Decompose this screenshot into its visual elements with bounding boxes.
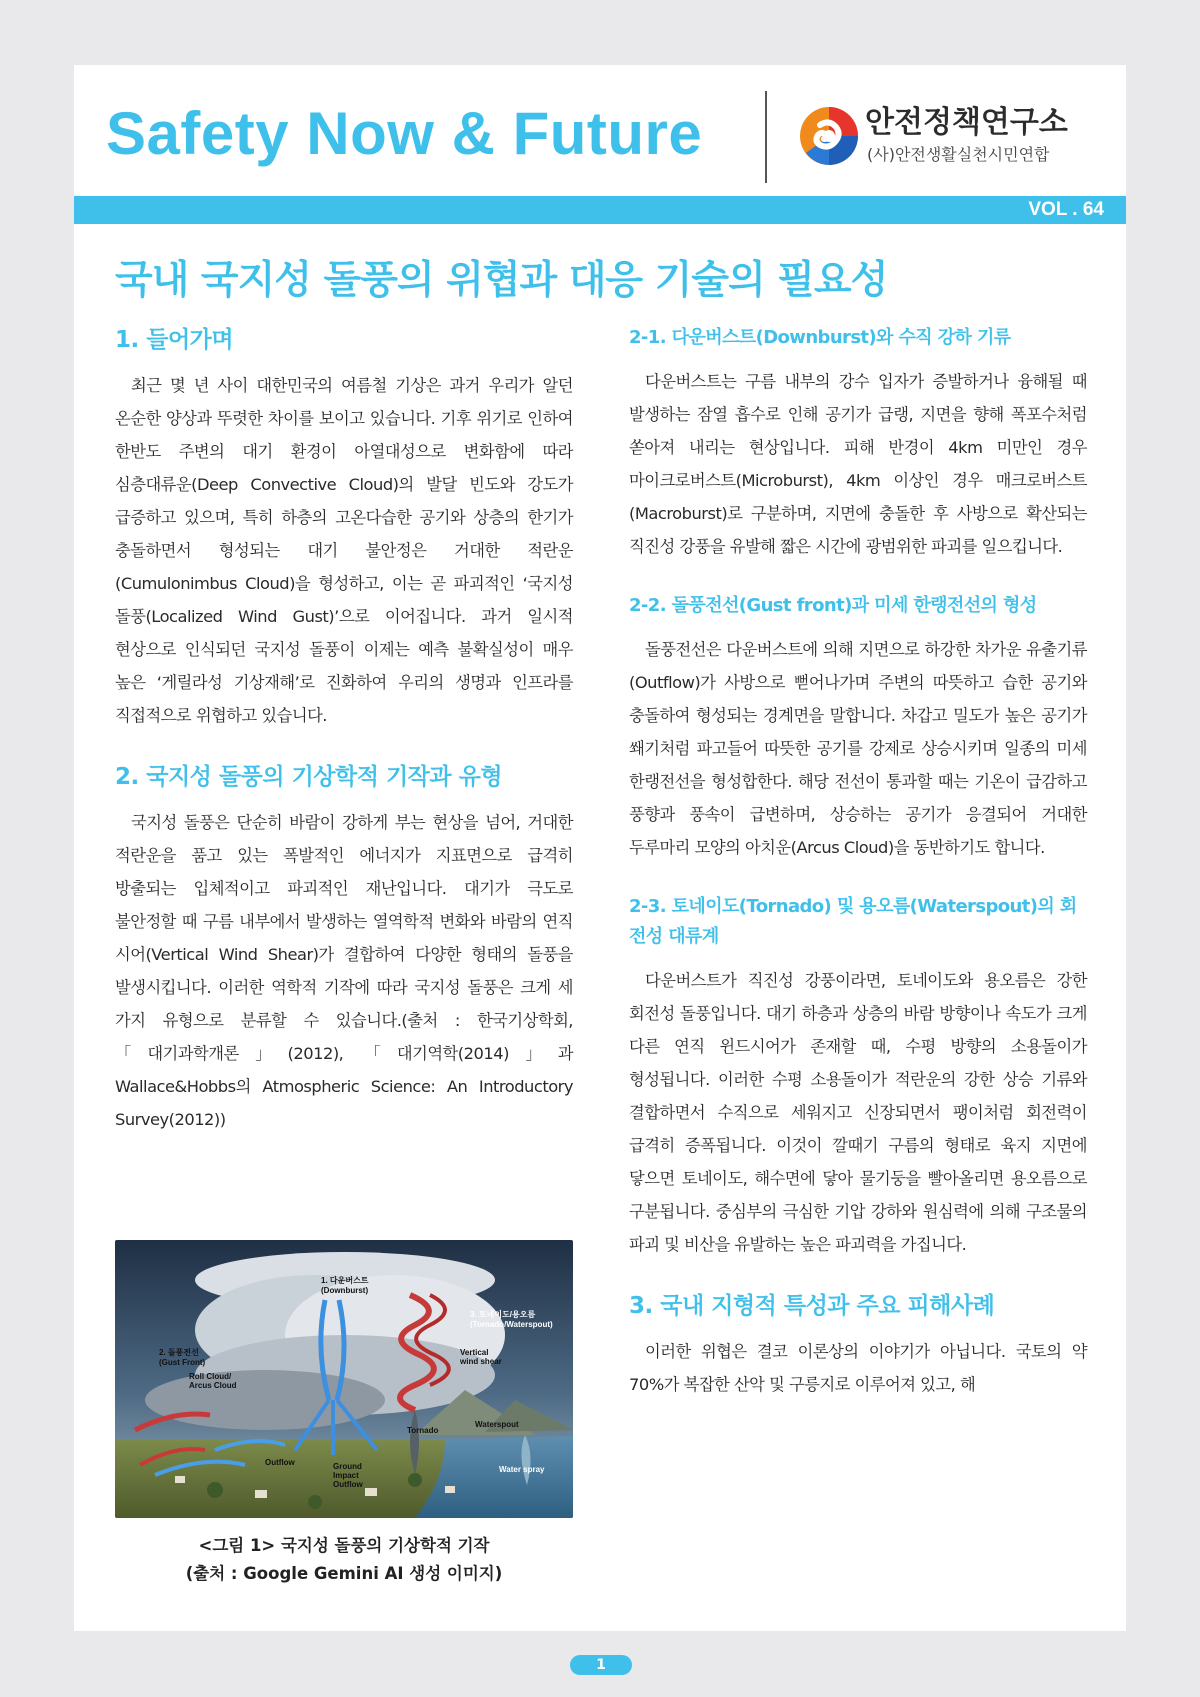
section-2-heading: 2. 국지성 돌풍의 기상학적 기작과 유형	[115, 764, 503, 790]
figure-label-outflow: Outflow	[265, 1458, 295, 1467]
header-accent-bar	[74, 196, 1126, 224]
section-1-heading: 1. 들어가며	[115, 327, 234, 353]
section-3-heading: 3. 국내 지형적 특성과 주요 피해사례	[629, 1293, 995, 1319]
figure-label-downburst: 1. 다운버스트	[321, 1276, 369, 1285]
figure-label-outflow-2: Outflow	[333, 1480, 363, 1489]
section-2-3-body: 다운버스트가 직진성 강풍이라면, 토네이도와 용오름은 강한 회전성 돌풍입니다. 대기 하층과 상층의 바람 방향이나 속도가 크게 다른 연직 윈드시어가 존재할 때, 수평 방향의 소용돌이가 형성됩니다. 이러한 수평 소용돌이가 적란운의 강한 상승 기류와 결합하면서 수직으로 세워지고 신장되면서 팽이처럼 회전력이 급격히 증폭됩니다. 이것이 깔때기 구름의 형태로 육지 지면에 닿으면 토네이도, 해수면에 닿아 물기둥을 빨아올리면 용오름으로 구분됩니다. 중심부의 극심한 기압 강하와 원심력에 의해 구조물의 파괴 및 비산을 유발하는 높은 파괴력을 가집니다.	[629, 971, 1087, 1254]
newsletter-title: Safety Now & Future	[106, 100, 703, 167]
figure-label-gust-front: 2. 돌풍전선	[159, 1348, 199, 1357]
section-2-1-heading: 2-1. 다운버스트(Downburst)와 수직 강하 기류	[629, 327, 1011, 348]
figure-label-arcus-cloud: Arcus Cloud	[189, 1381, 237, 1390]
figure-label-ground: Ground	[333, 1462, 362, 1471]
section-1-body: 최근 몇 년 사이 대한민국의 여름철 기상은 과거 우리가 알던 온순한 양상과 뚜렷한 차이를 보이고 있습니다. 기후 위기로 인하여 한반도 주변의 대기 환경이 아열대성으로 변화함에 따라 심층대류운(Deep Convective Cloud)의 발달 빈도와 강도가 급증하고 있으며, 특히 하층의 고온다습한 공기와 상층의 한기가 충돌하면서 형성되는 대기 불안정은 거대한 적란운(Cumulonimbus Cloud)을 형성하고, 이는 곧 파괴적인 ‘국지성 돌풍(Localized Wind Gust)’으로 이어집니다. 과거 일시적 현상으로 인식되던 국지성 돌풍이 이제는 예측 불확실성이 매우 높은 ‘게릴라성 기상재해’로 진화하여 우리의 생명과 인프라를 직접적으로 위협하고 있습니다.	[115, 376, 573, 725]
figure-label-tornado: Tornado	[407, 1426, 439, 1435]
figure-label-gust-front-en: (Gust Front)	[159, 1358, 206, 1367]
org-name: 안전정책연구소	[865, 105, 1068, 140]
newsletter-header	[74, 65, 1126, 196]
figure-label-tornado-waterspout-en: (Tornado/Waterspout)	[470, 1320, 553, 1329]
article-title: 국내 국지성 돌풍의 위협과 대응 기술의 필요성	[115, 258, 888, 303]
figure-label-roll-cloud: Roll Cloud/	[189, 1372, 232, 1381]
figure-label-wind-shear: wind shear	[460, 1357, 502, 1366]
figure-image	[115, 1240, 573, 1518]
figure-label-downburst-en: (Downburst)	[321, 1286, 369, 1295]
figure-label-vertical: Vertical	[460, 1348, 489, 1357]
page-number: 1	[570, 1655, 632, 1675]
figure-caption-source: (출처 : Google Gemini AI 생성 이미지)	[185, 1564, 503, 1583]
figure-label-impact: Impact	[333, 1471, 359, 1480]
org-logo-icon	[798, 105, 860, 167]
figure-caption	[115, 1532, 573, 1588]
figure-caption-title: <그림 1> 국지성 돌풍의 기상학적 기작	[198, 1536, 490, 1555]
volume-number: VOL . 64	[1028, 199, 1104, 220]
header-divider	[765, 91, 767, 183]
section-2-body: 국지성 돌풍은 단순히 바람이 강하게 부는 현상을 넘어, 거대한 적란운을 품고 있는 폭발적인 에너지가 지표면으로 급격히 방출되는 입체적이고 파괴적인 재난입니다. 대기가 극도로 불안정할 때 구름 내부에서 발생하는 열역학적 변화와 바람의 연직 시어(Vertical Wind Shear)가 결합하여 다양한 형태의 돌풍을 발생시킵니다. 이러한 역학적 기작에 따라 국지성 돌풍은 크게 세 가지 유형으로 분류할 수 있습니다.(출처 : 한국기상학회, 「대기과학개론」(2012), 「대기역학(2014)」과 Wallace&Hobbs의 Atmospheric Science: An Introductory Survey(2012))	[115, 813, 573, 1129]
right-column	[629, 323, 1087, 1401]
section-2-2-heading: 2-2. 돌풍전선(Gust front)과 미세 한랭전선의 형성	[629, 595, 1037, 616]
section-2-3-heading: 2-3. 토네이도(Tornado) 및 용오름(Waterspout)의 회전성 대류계	[629, 896, 1077, 947]
page	[74, 65, 1126, 1631]
org-subtitle: (사)안전생활실천시민연합	[867, 145, 1050, 164]
section-3-body: 이러한 위협은 결코 이론상의 이야기가 아닙니다. 국토의 약 70%가 복잡한 산악 및 구릉지로 이루어져 있고, 해	[629, 1342, 1087, 1394]
figure-label-waterspout: Waterspout	[475, 1420, 519, 1429]
left-column	[115, 323, 573, 1136]
section-2-1-body: 다운버스트는 구름 내부의 강수 입자가 증발하거나 융해될 때 발생하는 잠열 흡수로 인해 공기가 급랭, 지면을 향해 폭포수처럼 쏟아져 내리는 현상입니다. 피해 반경이 4km 미만인 경우 마이크로버스트(Microburst), 4km 이상인 경우 매크로버스트(Macroburst)로 구분하며, 지면에 충돌한 후 사방으로 확산되는 직진성 강풍을 유발해 짧은 시간에 광범위한 파괴를 일으킵니다.	[629, 372, 1087, 556]
section-2-2-body: 돌풍전선은 다운버스트에 의해 지면으로 하강한 차가운 유출기류(Outflow)가 사방으로 뻗어나가며 주변의 따뜻하고 습한 공기와 충돌하여 형성되는 경계면을 말합니다. 차갑고 밀도가 높은 공기가 쐐기처럼 파고들어 따뜻한 공기를 강제로 상승시키며 일종의 미세 한랭전선을 형성합한다. 해당 전선이 통과할 때는 기온이 급감하고 풍향과 풍속이 급변하며, 상승하는 공기가 응결되어 거대한 두루마리 모양의 아치운(Arcus Cloud)을 동반하기도 합니다.	[629, 640, 1087, 857]
figure-label-tornado-waterspout: 3. 토네이도/용오름	[470, 1310, 536, 1319]
figure-label-water-spray: Water spray	[499, 1465, 545, 1474]
